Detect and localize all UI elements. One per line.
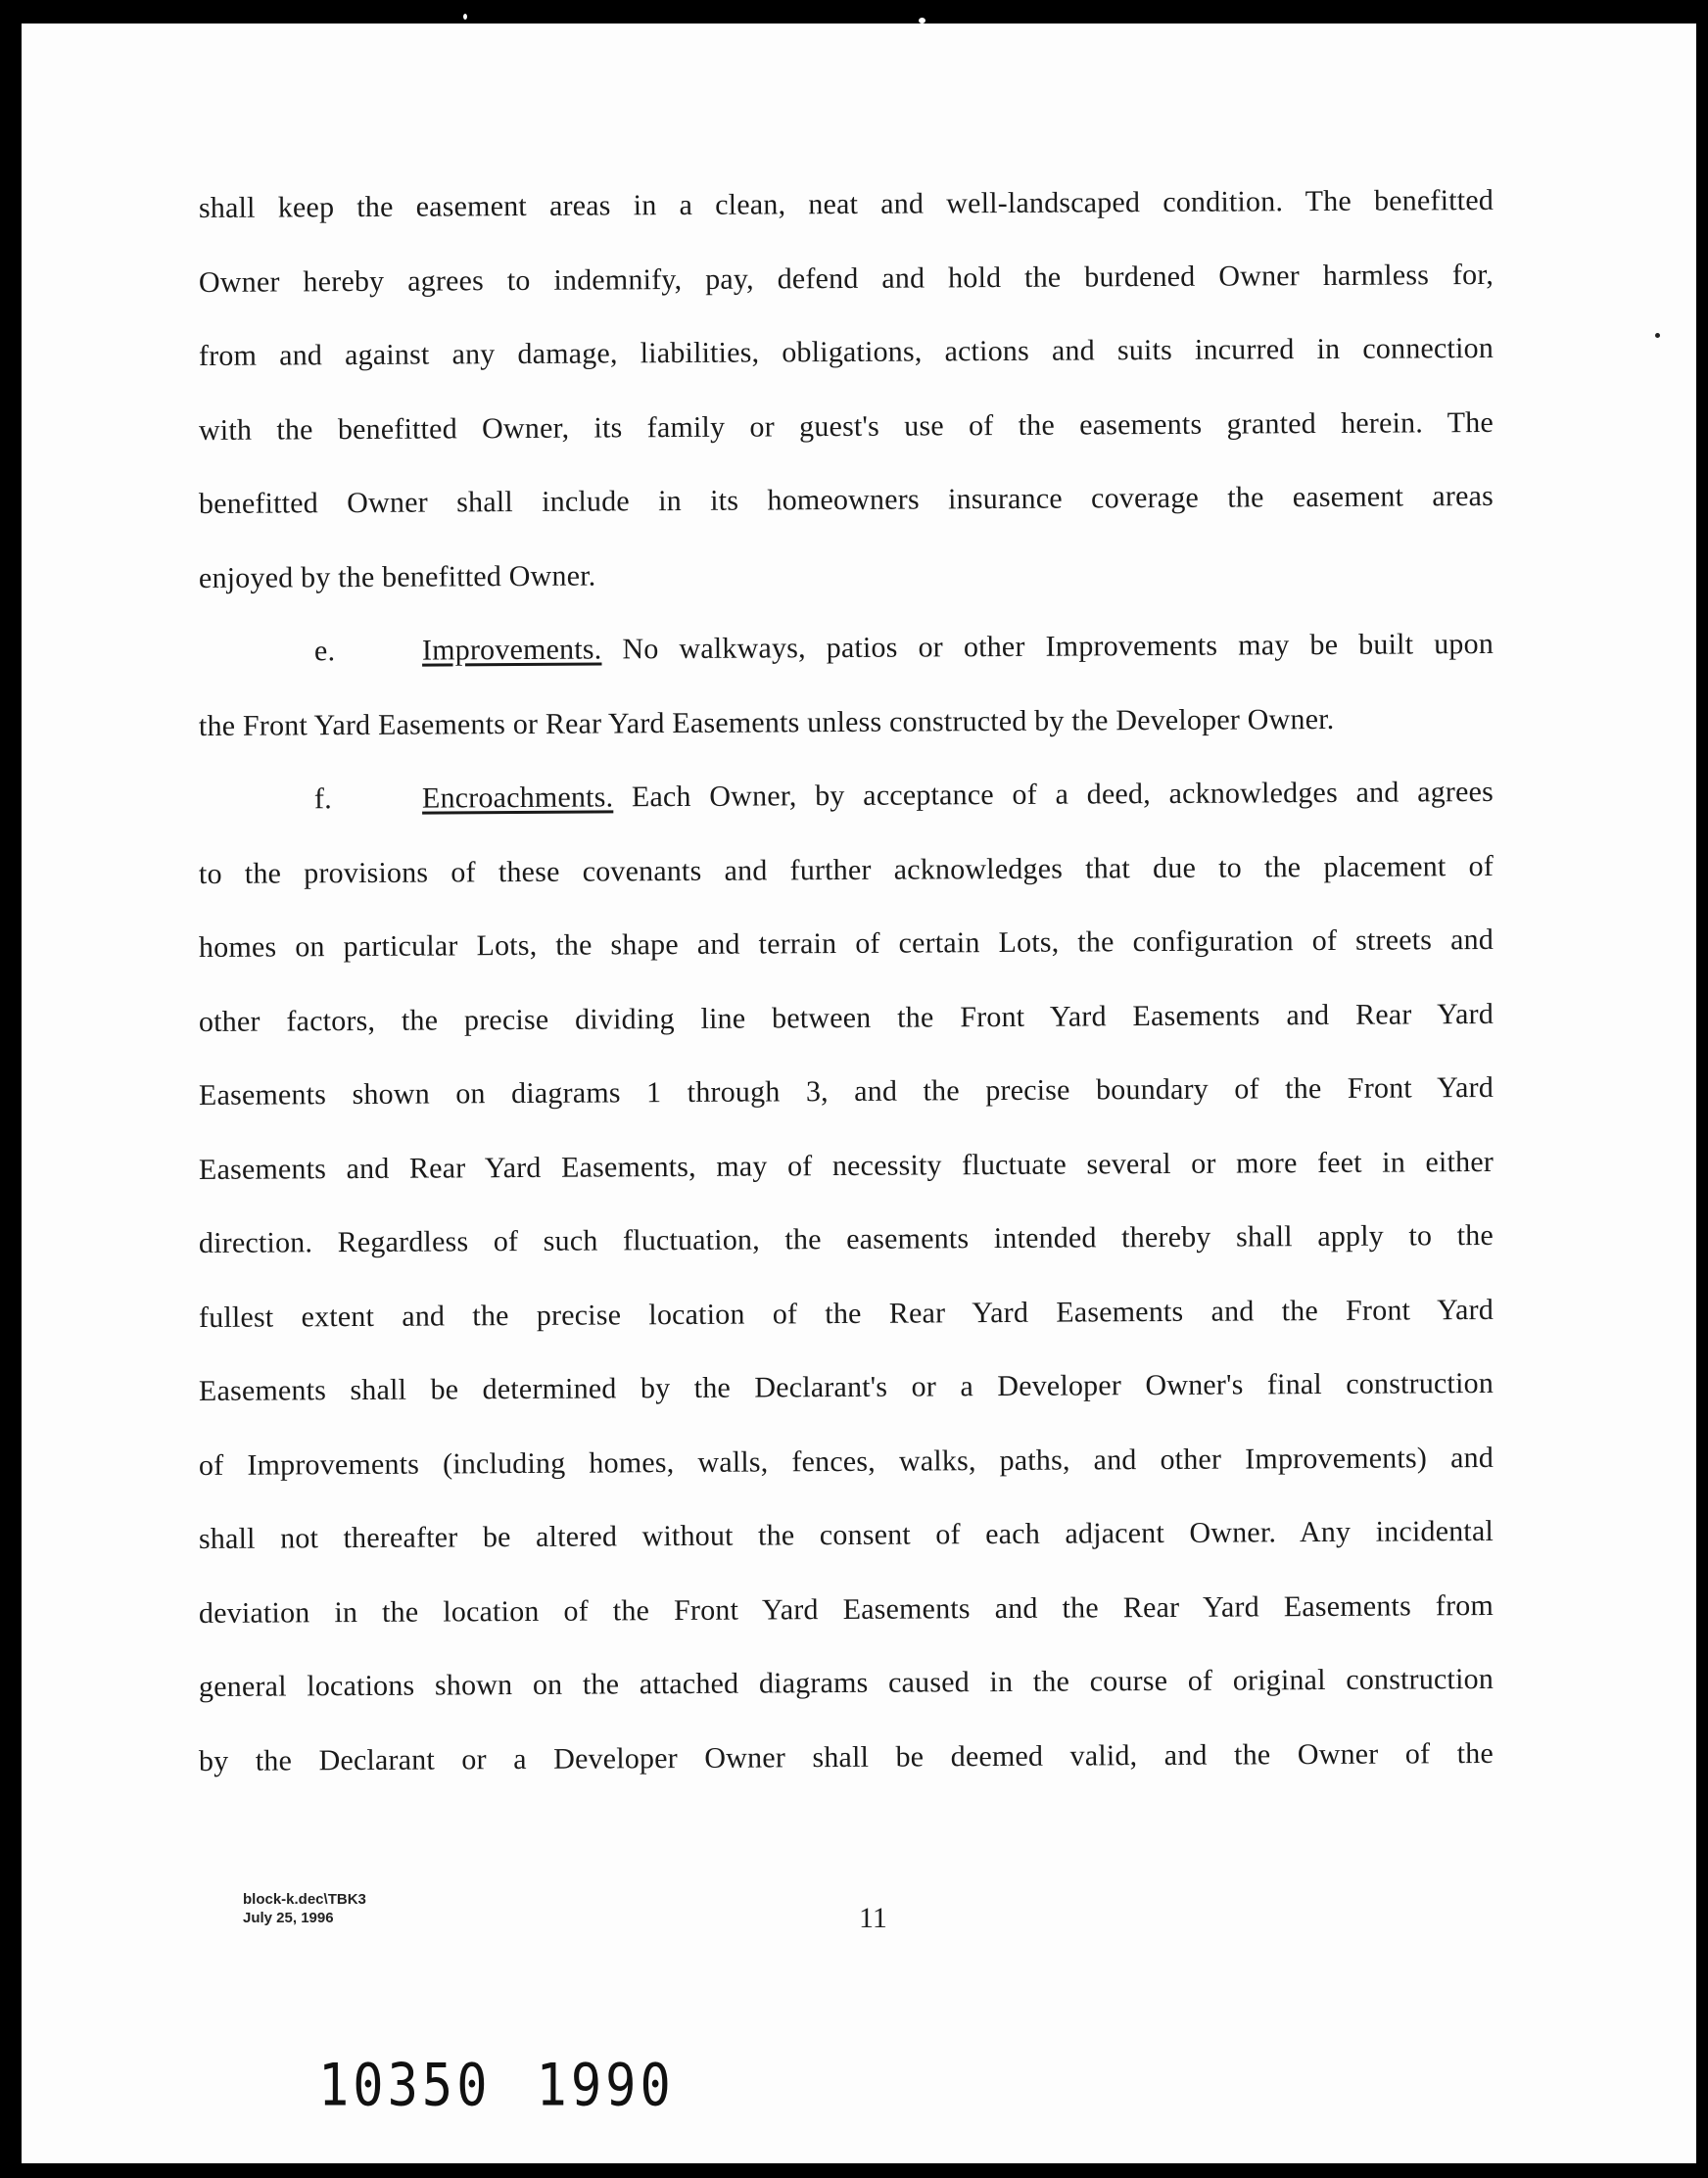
section-e-marker: e. xyxy=(313,635,336,668)
text-line: Easements and Rear Yard Easements, may of necessity fluctuate several or more feet in either xyxy=(198,1145,1494,1186)
page-number: 11 xyxy=(859,1902,887,1934)
document-body xyxy=(199,171,1494,1798)
section-f-text: Each Owner, by acceptance of a deed, acknowledges and agrees xyxy=(631,775,1494,814)
footer-date: July 25, 1996 xyxy=(243,1910,334,1926)
text-line: homes on particular Lots, the shape and terrain of certain Lots, the configuration of streets and xyxy=(198,923,1494,964)
text-line: other factors, the precise dividing line between the Front Yard Easements and Rear Yard xyxy=(198,997,1494,1038)
text-line: by the Declarant or a Developer Owner shall be deemed valid, and the Owner of the xyxy=(198,1736,1494,1777)
stamp-book-number: 10350 xyxy=(318,2052,492,2120)
section-e-heading: Improvements. xyxy=(421,633,602,667)
text-line: from and against any damage, liabilities, obligations, actions and suits incurred in connection xyxy=(198,331,1494,372)
text-line: Easements shall be determined by the Declarant's or a Developer Owner's final construction xyxy=(198,1366,1494,1407)
section-f-marker: f. xyxy=(313,782,332,816)
section-e-first-line xyxy=(199,607,1494,689)
section-e-text: No walkways, patios or other Improvements may be built upon xyxy=(622,627,1494,666)
text-line: shall not thereafter be altered without the consent of each adjacent Owner. Any incidental xyxy=(198,1514,1494,1555)
text-line: Easements shown on diagrams 1 through 3, and the precise boundary of the Front Yard xyxy=(198,1070,1494,1112)
text-line: deviation in the location of the Front Yard Easements and the Rear Yard Easements from xyxy=(198,1588,1494,1630)
text-line: to the provisions of these covenants and further acknowledges that due to the placement of xyxy=(198,849,1494,890)
scan-speck xyxy=(1655,333,1660,338)
text-line: fullest extent and the precise location of the Rear Yard Easements and the Front Yard xyxy=(198,1293,1494,1334)
text-line: the Front Yard Easements or Rear Yard Easements unless constructed by the Developer Owner. xyxy=(198,702,1335,742)
text-line: direction. Regardless of such fluctuation, the easements intended thereby shall apply to the xyxy=(198,1218,1494,1259)
text-line: Owner hereby agrees to indemnify, pay, defend and hold the burdened Owner harmless for, xyxy=(198,258,1494,299)
footer-file-ref: block-k.dec\TBK3 xyxy=(243,1891,366,1908)
scan-speck xyxy=(463,14,467,20)
stamp-page-number: 1990 xyxy=(536,2052,675,2120)
text-line: with the benefitted Owner, its family or guest's use of the easements granted herein. The xyxy=(198,405,1494,447)
scan-speck xyxy=(919,18,925,24)
text-line: general locations shown on the attached diagrams caused in the course of original construction xyxy=(198,1662,1494,1703)
section-f-first-line xyxy=(199,755,1494,837)
recording-stamp xyxy=(318,2053,675,2120)
text-line: benefitted Owner shall include in its homeowners insurance coverage the easement areas xyxy=(198,479,1494,520)
section-f-heading: Encroachments. xyxy=(421,781,614,815)
footer-reference xyxy=(243,1890,366,1927)
text-line: shall keep the easement areas in a clean, neat and well-landscaped condition. The benefitted xyxy=(198,183,1494,224)
text-line: of Improvements (including homes, walls, fences, walks, paths, and other Improvements) and xyxy=(198,1441,1494,1482)
text-line: enjoyed by the benefitted Owner. xyxy=(198,559,596,594)
